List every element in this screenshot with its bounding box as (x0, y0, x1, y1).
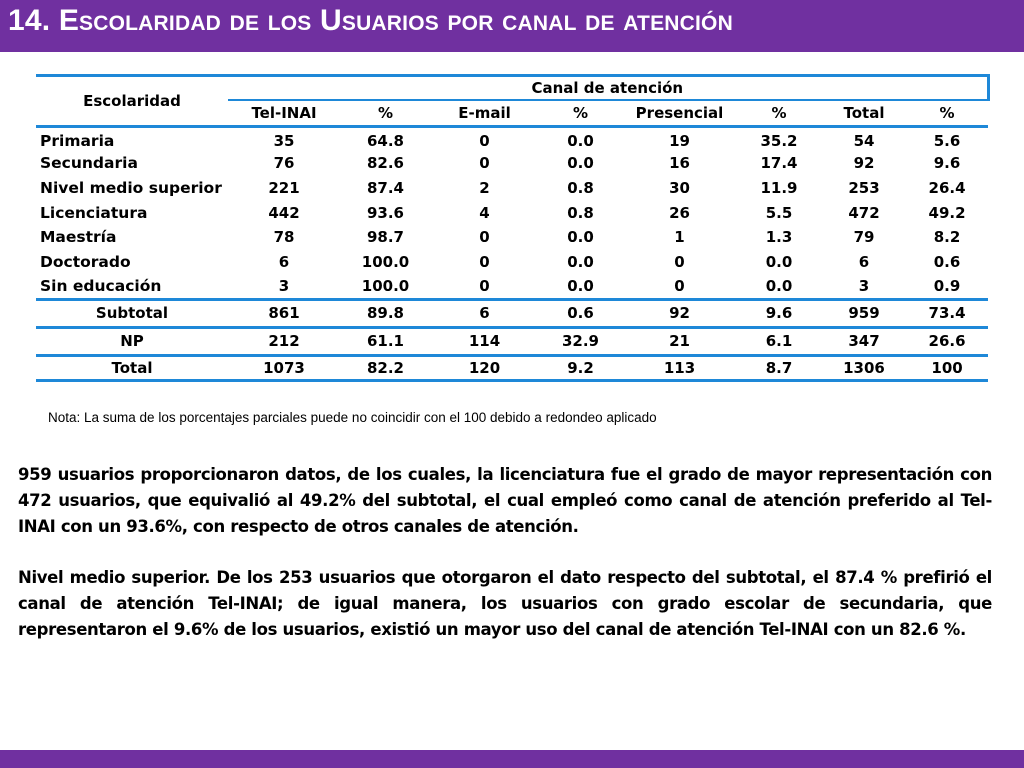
table-cell: 0.8 (567, 178, 594, 197)
title-banner (0, 0, 1024, 52)
summary-label: NP (36, 327, 228, 355)
table-cell: 1073 (228, 355, 340, 380)
table-cell: 113 (623, 355, 736, 380)
table-cell: 0.6 (538, 299, 623, 327)
table-row (36, 225, 988, 250)
table-row (36, 126, 988, 151)
table-cell: 100 (906, 355, 988, 380)
table-cell: 92 (853, 154, 875, 173)
column-header: E-mail (431, 100, 538, 126)
table-cell: 0.9 (906, 274, 988, 299)
table-cell: 212 (228, 327, 340, 355)
table-cell: 347 (822, 327, 906, 355)
table-row (36, 176, 988, 201)
table-cell: 0.0 (567, 131, 594, 150)
row-label: Primaria (40, 131, 115, 150)
table-cell: 0 (479, 228, 490, 247)
table-row (36, 250, 988, 275)
table-row (36, 274, 988, 299)
table-cell: 35 (273, 131, 295, 150)
table-row (36, 151, 988, 176)
table-cell: 78 (273, 228, 295, 247)
bottom-banner (0, 750, 1024, 768)
row-label: Maestría (40, 228, 117, 247)
table-cell: 442 (268, 203, 300, 222)
table-cell: 0.8 (567, 203, 594, 222)
table-cell: 21 (623, 327, 736, 355)
table-cell: 26 (669, 203, 690, 222)
table-cell: 6 (278, 252, 290, 271)
table-cell: 6 (858, 252, 870, 271)
table-cell: 64.8 (366, 131, 404, 150)
column-header: % (538, 100, 623, 126)
table-cell: 0 (674, 252, 685, 271)
header-canal-de-atencion: Canal de atención (228, 76, 988, 101)
table-cell: 16 (669, 154, 690, 173)
table-cell: 17.4 (760, 154, 798, 173)
table-cell: 6 (431, 299, 538, 327)
summary-label: Total (36, 355, 228, 380)
table-cell: 35.2 (760, 131, 798, 150)
table-cell: 32.9 (538, 327, 623, 355)
table-cell: 61.1 (340, 327, 431, 355)
table-cell: 92 (623, 299, 736, 327)
table-cell: 959 (822, 299, 906, 327)
table-cell: 0.0 (567, 228, 594, 247)
table-cell: 4 (479, 203, 490, 222)
table-cell: 30 (669, 178, 690, 197)
table-cell: 9.6 (933, 154, 961, 173)
table-cell: 253 (848, 178, 880, 197)
paragraph-licenciatura: 959 usuarios proporcionaron datos, de los cuales, la licenciatura fue el grado de mayor representación con 472 usuarios, que equivalió al 49.2% del subtotal, el cual empleó como canal de atención preferido al Tel-INAI con un 93.6%, con respecto de otros canales de atención. (18, 465, 992, 536)
table-cell: 5.5 (765, 203, 793, 222)
table-cell: 8.2 (933, 228, 961, 247)
table-cell: 1306 (822, 355, 906, 380)
paragraph-nivel-medio-superior: Nivel medio superior. De los 253 usuarios que otorgaron el dato respecto del subtotal, el 87.4 % prefirió el canal de atención Tel-INAI; de igual manera, los usuarios con grado escolar de secundaria, que representaron el 9.6% de los usuarios, existió un mayor uso del canal de atención Tel-INAI con un 82.6 %. (18, 568, 992, 639)
table-cell: 19 (669, 131, 690, 150)
column-header: % (736, 100, 822, 126)
column-header: % (340, 100, 431, 126)
table-cell: 114 (431, 327, 538, 355)
column-header: % (906, 100, 988, 126)
table-cell: 0 (479, 252, 490, 271)
table-cell: 1.3 (765, 228, 793, 247)
table-cell: 120 (431, 355, 538, 380)
table-cell: 89.8 (340, 299, 431, 327)
table-cell: 54 (853, 131, 875, 150)
table-cell: 9.6 (736, 299, 822, 327)
table-cell: 82.6 (366, 154, 404, 173)
table-cell: 100.0 (361, 252, 410, 271)
row-label: Licenciatura (40, 203, 148, 222)
table-cell: 0.0 (567, 252, 594, 271)
table-cell: 26.4 (928, 178, 966, 197)
table-cell: 0.6 (933, 252, 961, 271)
table-cell: 221 (268, 178, 300, 197)
table-cell: 11.9 (760, 178, 798, 197)
column-header: Tel-INAI (228, 100, 340, 126)
table-cell: 0 (431, 274, 538, 299)
table-cell: 49.2 (928, 203, 966, 222)
row-label: Secundaria (40, 154, 138, 173)
table-cell: 93.6 (366, 203, 404, 222)
table-cell: 73.4 (906, 299, 988, 327)
summary-row-total (36, 355, 988, 380)
table-cell: 472 (848, 203, 880, 222)
table-cell: 2 (479, 178, 490, 197)
row-label: Sin educación (36, 274, 228, 299)
row-label: Nivel medio superior (40, 178, 222, 197)
table-cell: 6.1 (736, 327, 822, 355)
summary-row-subtotal (36, 299, 988, 327)
column-header: Presencial (623, 100, 736, 126)
table-note: Nota: La suma de los porcentajes parciales puede no coincidir con el 100 debido a redondeo aplicado (48, 410, 657, 425)
column-header: Total (822, 100, 906, 126)
education-channel-table (36, 74, 990, 382)
table-cell: 0.0 (567, 154, 594, 173)
table-cell: 8.7 (736, 355, 822, 380)
table-cell: 3 (228, 274, 340, 299)
table-cell: 0.0 (736, 274, 822, 299)
table-cell: 98.7 (366, 228, 404, 247)
slide-title: 14. Escolaridad de los Usuarios por canal de atención (8, 4, 733, 37)
summary-label: Subtotal (36, 299, 228, 327)
table-cell: 1 (674, 228, 685, 247)
header-escolaridad: Escolaridad (36, 76, 228, 127)
table-cell: 87.4 (366, 178, 404, 197)
table-cell: 79 (853, 228, 875, 247)
table-cell: 0.0 (538, 274, 623, 299)
table-row (36, 200, 988, 225)
table-cell: 100.0 (340, 274, 431, 299)
table-cell: 0 (479, 131, 490, 150)
table-cell: 9.2 (538, 355, 623, 380)
table-cell: 0 (623, 274, 736, 299)
table-cell: 0.0 (765, 252, 793, 271)
table-cell: 26.6 (906, 327, 988, 355)
table-cell: 861 (228, 299, 340, 327)
table-cell: 3 (822, 274, 906, 299)
table-cell: 0 (479, 154, 490, 173)
table-cell: 76 (273, 154, 295, 173)
table-cell: 5.6 (933, 131, 961, 150)
row-label: Doctorado (40, 252, 131, 271)
summary-row-np (36, 327, 988, 355)
table-cell: 82.2 (340, 355, 431, 380)
